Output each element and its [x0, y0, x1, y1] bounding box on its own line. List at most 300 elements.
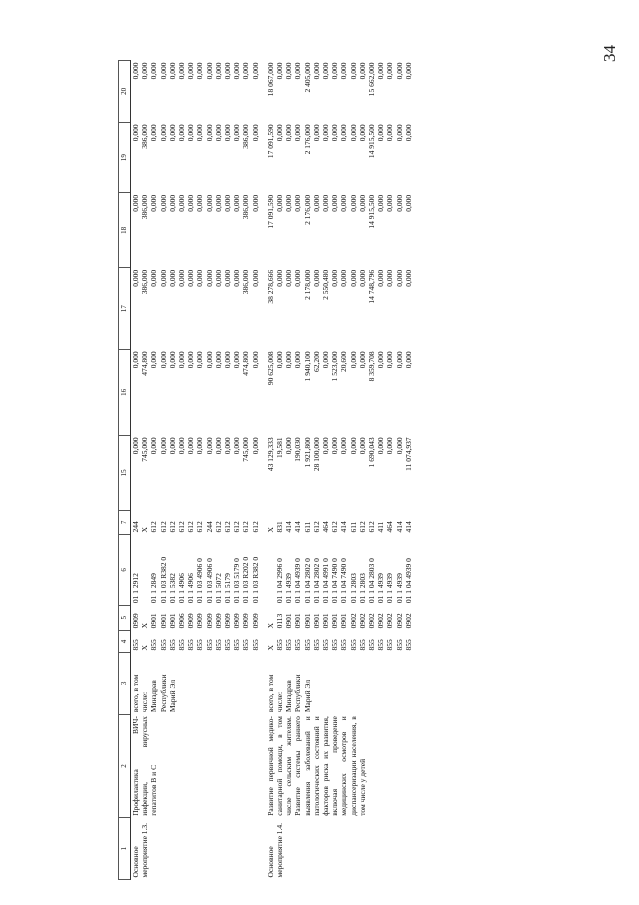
- column-header-17: 17: [119, 268, 131, 350]
- table-cell: 0,000: [158, 194, 168, 212]
- table-cell: 0,000: [321, 437, 331, 455]
- table-cell: 43 129,333: [265, 437, 275, 472]
- column-header-18: 18: [119, 193, 131, 268]
- measure-executor: [131, 652, 260, 714]
- column-header-6: 6: [119, 535, 131, 606]
- table-cell: 0,000: [330, 62, 340, 80]
- table-cell: 0901: [311, 613, 321, 629]
- table-cell: 0,000: [131, 437, 140, 455]
- table-cell: 0,000: [158, 351, 168, 369]
- table-cell: 0,000: [394, 437, 404, 455]
- table-cell: 414: [293, 521, 303, 533]
- table-cell: 0,000: [250, 437, 260, 455]
- table-cell: 0,000: [195, 437, 205, 455]
- column-header-5: 5: [119, 605, 131, 630]
- table-cell: 01 1 04 2802 0: [311, 558, 321, 604]
- table-cell: 0909: [186, 613, 196, 629]
- table-cell: 0902: [385, 613, 395, 629]
- table-cell: 0,000: [403, 62, 413, 80]
- table-cell: 411: [376, 521, 386, 533]
- table-cell: 0,000: [131, 351, 140, 369]
- table-cell: 0,000: [131, 269, 140, 287]
- table-cell: 0,000: [275, 62, 285, 80]
- measure-name: Основное мероприятие 1.4.: [265, 822, 285, 878]
- table-cell: 8 359,708: [367, 351, 377, 382]
- table-cell: 0,000: [403, 269, 413, 287]
- table-cell: 0,000: [357, 437, 367, 455]
- table-cell: 464: [321, 521, 331, 533]
- table-cell: 01 1 2849: [149, 573, 159, 604]
- table-cell: 745,000: [140, 437, 150, 462]
- table-cell: 0,000: [232, 269, 242, 287]
- table-cell: 0901: [293, 613, 303, 629]
- table-cell: 0,000: [250, 351, 260, 369]
- table-cell: 386,000: [140, 124, 150, 149]
- table-cell: 0,000: [330, 269, 340, 287]
- table-cell: 0,000: [186, 269, 196, 287]
- table-cell: 0,000: [177, 437, 187, 455]
- table-cell: 0909: [250, 613, 260, 629]
- table-cell: Х: [265, 645, 275, 651]
- table-cell: 01 1 2912: [131, 573, 140, 604]
- table-cell: 01 1 04 4939 0: [293, 558, 303, 604]
- table-cell: 0,000: [241, 62, 251, 80]
- table-cell: 855: [311, 639, 321, 651]
- table-cell: 0,000: [385, 62, 395, 80]
- table-cell: 0,000: [311, 194, 321, 212]
- measure-executor: [266, 652, 413, 714]
- table-cell: 0,000: [149, 351, 159, 369]
- table-cell: 0,000: [376, 62, 386, 80]
- table-cell: 0,000: [357, 351, 367, 369]
- measure-description: Профилактика ВИЧ-инфекции, вирусных гепатитов В и С: [131, 716, 159, 816]
- table-cell: 855: [385, 639, 395, 651]
- table-cell: 0,000: [177, 124, 187, 142]
- table-cell: 855: [250, 639, 260, 651]
- table-cell: 1 690,043: [367, 437, 377, 468]
- table-cell: 612: [149, 521, 159, 533]
- table-cell: 855: [330, 639, 340, 651]
- table-cell: 0902: [394, 613, 404, 629]
- table-cell: Х: [140, 527, 150, 533]
- table-cell: 0,000: [204, 269, 214, 287]
- table-cell: 0,000: [357, 269, 367, 287]
- table-cell: 0901: [302, 613, 312, 629]
- table-cell: 414: [339, 521, 349, 533]
- table-cell: 474,800: [241, 351, 251, 376]
- table-cell: 855: [394, 639, 404, 651]
- table-cell: 0909: [195, 613, 205, 629]
- table-cell: 0,000: [223, 351, 233, 369]
- table-cell: 0,000: [177, 351, 187, 369]
- table-cell: 831: [275, 521, 285, 533]
- budget-table: [118, 60, 413, 880]
- table-cell: 90 625,008: [265, 351, 275, 386]
- column-header-3: 3: [119, 652, 131, 714]
- table-cell: 01 1 4906: [177, 573, 187, 604]
- table-cell: 414: [403, 521, 413, 533]
- table-cell: 0,000: [149, 194, 159, 212]
- table-cell: 0,000: [348, 124, 358, 142]
- table-cell: 0,000: [195, 351, 205, 369]
- table-cell: 0,000: [403, 124, 413, 142]
- table-cell: 0901: [149, 613, 159, 629]
- table-cell: 0,000: [330, 437, 340, 455]
- table-cell: 0,000: [177, 194, 187, 212]
- table-cell: 0,000: [186, 194, 196, 212]
- table-cell: 0,000: [394, 62, 404, 80]
- table-cell: 0,000: [403, 194, 413, 212]
- table-cell: 855: [177, 639, 187, 651]
- table-cell: 0,000: [213, 351, 223, 369]
- table-cell: 611: [348, 521, 358, 533]
- table-cell: 0,000: [158, 269, 168, 287]
- table-cell: 855: [403, 639, 413, 651]
- table-cell: 0901: [158, 613, 168, 629]
- table-cell: 0,000: [186, 437, 196, 455]
- table-cell: 855: [232, 639, 242, 651]
- table-cell: 855: [302, 639, 312, 651]
- table-cell: 0,000: [339, 437, 349, 455]
- column-header-15: 15: [119, 435, 131, 510]
- table-cell: 0,000: [403, 351, 413, 369]
- table-cell: 0902: [348, 613, 358, 629]
- table-cell: 0,000: [131, 124, 140, 142]
- table-cell: 0,000: [195, 124, 205, 142]
- table-cell: 611: [302, 521, 312, 533]
- table-cell: 0,000: [131, 62, 140, 80]
- table-cell: 0906: [177, 613, 187, 629]
- table-cell: 386,000: [241, 194, 251, 220]
- table-cell: 0,000: [394, 269, 404, 287]
- table-cell: 18 067,000: [265, 62, 275, 97]
- table-cell: 855: [149, 639, 159, 651]
- table-cell: 0,000: [376, 194, 386, 212]
- table-cell: 0,000: [204, 437, 214, 455]
- table-cell: 612: [367, 521, 377, 533]
- column-header-19: 19: [119, 122, 131, 193]
- table-cell: 386,000: [241, 269, 251, 295]
- total-label: всего, в том числе:: [131, 674, 150, 713]
- table-cell: 0,000: [186, 351, 196, 369]
- table-cell: 0,000: [213, 62, 223, 80]
- table-cell: 0,000: [321, 194, 331, 212]
- table-cell: 17 091,590: [265, 194, 275, 229]
- table-cell: 612: [213, 521, 223, 533]
- table-cell: 0,000: [293, 194, 303, 212]
- table-cell: 0,000: [293, 124, 303, 142]
- table-cell: 855: [167, 639, 177, 651]
- table-body: [131, 61, 414, 880]
- table-cell: 0,000: [311, 269, 321, 287]
- table-cell: 0,000: [232, 351, 242, 369]
- table-cell: 2 550,480: [321, 269, 331, 300]
- table-cell: 0901: [321, 613, 331, 629]
- table-cell: 0,000: [321, 124, 331, 142]
- table-cell: 0,000: [284, 351, 294, 369]
- header-row: [119, 61, 131, 880]
- table-cell: 0,000: [339, 194, 349, 212]
- table-cell: 0,000: [330, 194, 340, 212]
- table-cell: 0,000: [394, 351, 404, 369]
- table-cell: 14 748,796: [367, 269, 377, 304]
- table-cell: 0,000: [158, 437, 168, 455]
- table-cell: 0,000: [376, 124, 386, 142]
- table-cell: 01 1 03 5179 0: [232, 558, 242, 604]
- table-cell: 2 405,000: [302, 62, 312, 93]
- table-cell: 0,000: [311, 62, 321, 80]
- table-cell: 01 1 03 R202 0: [241, 556, 251, 604]
- table-cell: 0,000: [394, 194, 404, 212]
- table-cell: 386,000: [241, 124, 251, 149]
- table-cell: 1 940,100: [302, 351, 312, 382]
- table-cell: 464: [385, 521, 395, 533]
- table-cell: 01 1 04 7490 0: [339, 558, 349, 604]
- table-cell: 612: [223, 521, 233, 533]
- table-cell: 0,000: [149, 124, 159, 142]
- table-cell: 855: [367, 639, 377, 651]
- table-cell: 14 915,500: [367, 194, 377, 229]
- table-cell: 38 278,666: [265, 269, 275, 304]
- table-cell: 855: [131, 639, 140, 651]
- table-cell: 855: [204, 639, 214, 651]
- table-cell: 0,000: [167, 351, 177, 369]
- table-cell: 855: [357, 639, 367, 651]
- table-cell: 855: [186, 639, 196, 651]
- table-cell: 0,000: [186, 124, 196, 142]
- table-cell: 0,000: [330, 124, 340, 142]
- table-cell: 474,800: [140, 351, 150, 376]
- table-cell: 01 1 04 2802 0: [302, 558, 312, 604]
- table-cell: 612: [232, 521, 242, 533]
- table-cell: 0909: [223, 613, 233, 629]
- table-cell: 612: [177, 521, 187, 533]
- table-cell: 612: [330, 521, 340, 533]
- table-cell: 0,000: [284, 124, 294, 142]
- table-row: [131, 61, 141, 880]
- table-cell: 0,000: [293, 269, 303, 287]
- table-cell: 0,000: [177, 269, 187, 287]
- table-cell: 01 1 03 R382 0: [250, 556, 260, 604]
- table-cell: 2 178,000: [302, 269, 312, 300]
- measure-description: Развитие первичной медико-санитарной помощи, в том числе сельским жителям. Развитие системы раннего выявления заболеваний и патологических состояний и факторов риска их развития, включая проведение медицинских осмотров и диспансеризации населения, в том числе у детей: [265, 716, 367, 816]
- table-cell: 855: [241, 639, 251, 651]
- executor-label: Минздрав Республики Марий Эл: [284, 674, 312, 713]
- table-cell: 0,000: [232, 62, 242, 80]
- table-cell: 0,000: [149, 62, 159, 80]
- table-cell: Х: [140, 623, 150, 629]
- page-number: 34: [600, 45, 619, 62]
- table-cell: 0,000: [348, 62, 358, 80]
- table-cell: 745,000: [241, 437, 251, 462]
- table-cell: 0,000: [275, 124, 285, 142]
- table-cell: 855: [339, 639, 349, 651]
- table-cell: 0,000: [195, 269, 205, 287]
- table-cell: 0,000: [149, 437, 159, 455]
- table-cell: 612: [250, 521, 260, 533]
- table-cell: 0,000: [357, 194, 367, 212]
- table-cell: 0,000: [250, 269, 260, 287]
- table-cell: 01 1 03 4906 0: [195, 558, 205, 604]
- column-header-20: 20: [119, 61, 131, 123]
- table-cell: 612: [241, 521, 251, 533]
- table-cell: 0901: [330, 613, 340, 629]
- table-cell: 0,000: [348, 437, 358, 455]
- table-cell: 244: [131, 521, 140, 533]
- table-cell: 0,000: [339, 269, 349, 287]
- table-cell: 190,030: [293, 437, 303, 462]
- table-cell: 0,000: [321, 351, 331, 369]
- table-row: [266, 61, 275, 880]
- table-cell: 0,000: [213, 124, 223, 142]
- table-cell: 0,000: [223, 269, 233, 287]
- table-cell: 01 1 4939: [394, 573, 404, 604]
- table-cell: 0,000: [284, 437, 294, 455]
- table-cell: 0,000: [223, 194, 233, 212]
- table-cell: 855: [275, 639, 285, 651]
- total-label: всего, в том числе:: [265, 674, 285, 713]
- table-cell: 612: [357, 521, 367, 533]
- table-cell: 855: [321, 639, 331, 651]
- table-cell: 855: [158, 639, 168, 651]
- table-cell: 17 091,590: [265, 124, 275, 159]
- table-cell: 0,000: [376, 269, 386, 287]
- table-cell: 0,000: [167, 194, 177, 212]
- table-cell: 0,000: [284, 62, 294, 80]
- table-cell: 0,000: [195, 194, 205, 212]
- table-cell: 01 1 5179: [223, 573, 233, 604]
- table-cell: 0,000: [385, 124, 395, 142]
- table-cell: 0113: [275, 613, 285, 629]
- table-cell: 0,000: [131, 194, 140, 212]
- table-cell: 0,000: [348, 351, 358, 369]
- table-cell: 14 915,500: [367, 124, 377, 159]
- table-cell: 855: [376, 639, 386, 651]
- table-cell: 855: [293, 639, 303, 651]
- table-cell: [140, 535, 149, 606]
- table-cell: 386,000: [140, 269, 150, 295]
- table-cell: 0,000: [167, 269, 177, 287]
- table-cell: 0,000: [213, 194, 223, 212]
- table-cell: 01 1 04 2996 0: [275, 558, 285, 604]
- table-cell: 0,000: [167, 62, 177, 80]
- table-cell: Х: [265, 623, 275, 629]
- table-cell: 01 1 4939: [376, 573, 386, 604]
- table-cell: 01 1 03 4906 0: [204, 558, 214, 604]
- table-cell: 0,000: [275, 269, 285, 287]
- table-cell: 0,000: [167, 437, 177, 455]
- table-cell: 0,000: [385, 437, 395, 455]
- column-header-7: 7: [119, 510, 131, 534]
- table-cell: 0,000: [357, 124, 367, 142]
- table-cell: 01 1 2803: [348, 573, 358, 604]
- column-header-2: 2: [119, 714, 131, 818]
- table-cell: 0,000: [275, 351, 285, 369]
- table-cell: 01 1 5072: [213, 573, 223, 604]
- table-cell: [266, 535, 275, 606]
- table-cell: 612: [158, 521, 168, 533]
- table-cell: 01 1 04 7490 0: [330, 558, 340, 604]
- table-cell: 0,000: [394, 124, 404, 142]
- table-cell: 2 176,000: [302, 124, 312, 155]
- table-cell: 0,000: [149, 269, 159, 287]
- table-cell: 855: [213, 639, 223, 651]
- table-cell: 0,000: [284, 194, 294, 212]
- table-cell: 0909: [204, 613, 214, 629]
- table-cell: 855: [223, 639, 233, 651]
- table-cell: 386,000: [140, 194, 150, 220]
- table-cell: Х: [140, 645, 150, 651]
- table-cell: 0909: [241, 613, 251, 629]
- table-cell: 612: [195, 521, 205, 533]
- table-cell: 01 1 4939: [284, 573, 294, 604]
- table-cell: 0902: [357, 613, 367, 629]
- table-cell: 855: [348, 639, 358, 651]
- table-cell: 01 1 04 2803 0: [367, 558, 377, 604]
- table-cell: 0,000: [348, 194, 358, 212]
- table-cell: 0,000: [186, 62, 196, 80]
- table-cell: 0,000: [204, 124, 214, 142]
- table-cell: 0,000: [385, 351, 395, 369]
- table-cell: 0,000: [158, 124, 168, 142]
- measure-name: Основное мероприятие 1.3.: [131, 822, 150, 878]
- table-cell: 19,581: [275, 437, 285, 458]
- table-cell: 0,000: [213, 269, 223, 287]
- table-cell: 0,000: [376, 351, 386, 369]
- table-cell: 01 1 03 R382 0: [158, 556, 168, 604]
- table-cell: 855: [195, 639, 205, 651]
- table-cell: 0,000: [158, 62, 168, 80]
- column-header-16: 16: [119, 349, 131, 435]
- table-cell: 20,600: [339, 351, 349, 372]
- table-header: [119, 61, 131, 880]
- table-cell: 0,000: [311, 124, 321, 142]
- table-cell: 2 176,000: [302, 194, 312, 225]
- table-cell: 0901: [167, 613, 177, 629]
- table-cell: 0,000: [293, 351, 303, 369]
- table-cell: 0,000: [284, 269, 294, 287]
- table-cell: 15 662,000: [367, 62, 377, 97]
- table-cell: 62,200: [311, 351, 321, 372]
- table-cell: 0,000: [250, 62, 260, 80]
- table-cell: 0,000: [140, 62, 150, 80]
- table-cell: 0,000: [177, 62, 187, 80]
- table-cell: 0,000: [275, 194, 285, 212]
- table-cell: 244: [204, 521, 214, 533]
- table-cell: 0909: [131, 613, 140, 629]
- table-cell: 855: [284, 639, 294, 651]
- table-cell: 0,000: [385, 194, 395, 212]
- table-cell: 0901: [284, 613, 294, 629]
- table-cell: 0,000: [223, 124, 233, 142]
- table-cell: 0,000: [223, 437, 233, 455]
- table-cell: 01 1 4906: [186, 573, 196, 604]
- table-cell: 01 1 04 4939 0: [403, 558, 413, 604]
- table-cell: 0901: [339, 613, 349, 629]
- executor-label: Минздрав Республики Марий Эл: [149, 674, 177, 713]
- table-cell: 0,000: [250, 194, 260, 212]
- table-cell: 0902: [367, 613, 377, 629]
- table-cell: Х: [265, 527, 275, 533]
- table-cell: 01 1 5382: [167, 573, 177, 604]
- table-cell: 0,000: [195, 62, 205, 80]
- table-cell: 0,000: [232, 437, 242, 455]
- table-cell: 0,000: [213, 437, 223, 455]
- table-cell: 414: [284, 521, 294, 533]
- table-cell: 0,000: [204, 62, 214, 80]
- table-cell: 0,000: [339, 62, 349, 80]
- table-cell: 612: [186, 521, 196, 533]
